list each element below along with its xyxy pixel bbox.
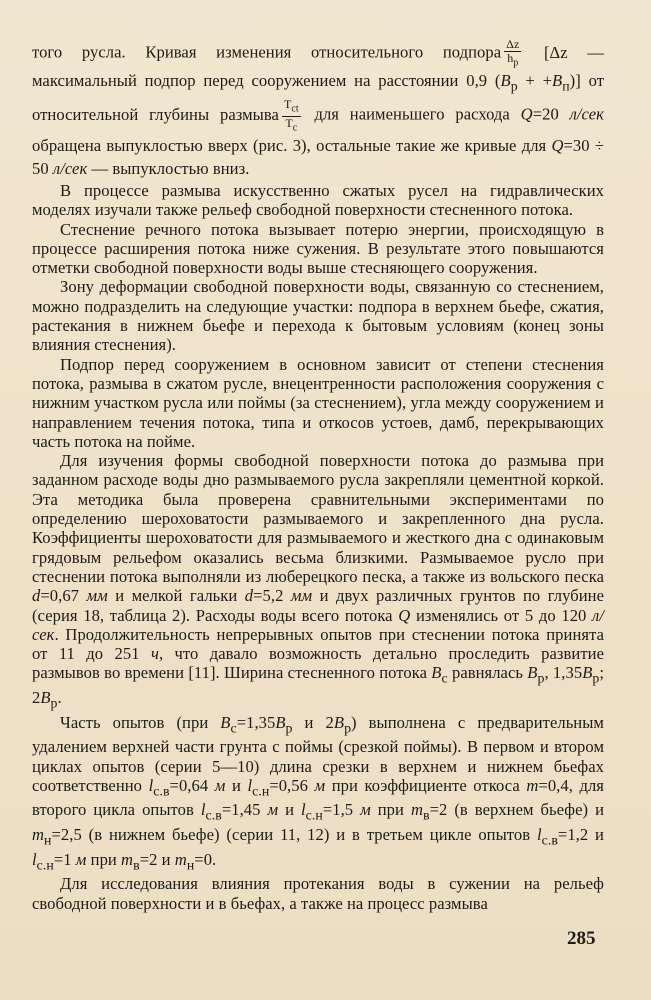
paragraph-7: Часть опытов (при $В_с=1,35В_р$ и $2В_р$) выполнена с предварительным удалением верхней части грунта с поймы (срезкой поймы). В первом и втором циклах опытов (серии 5—10) длина срезки в верхнем и нижнем бьефах соответственно $l_{с.в}=0,64$ м и $l_{с.н}=0,56$ м при коэффициенте откоса m=0,4, для второго цикла опытов $l_{с.в}=1,45$ м и $l_{с.н}=1,5$ м при $m_в=2$ (в верхнем бьефе) и $m_н=2,5$ (в нижнем бьефе) (серии 11, 12) и в третьем цикле опытов $l_{с.в}=1,2$ и $l_{с.н}=1$ м при $m_в=2$ и $m_н=0$. <box>32 712 604 872</box>
paragraph-2: В процессе размыва искусственно сжатых русел на гидравлических моделях изучали также рельеф свободной поверхности стесненного потока. <box>32 180 604 220</box>
paragraph-8: Для исследования влияния протекания воды в сужении на рельеф свободной поверхности и в бьефах, а также на процесс размыва <box>32 874 604 913</box>
paragraph-5: Подпор перед сооружением в основном зависит от степени стеснения потока, размыва в сжатом русле, внецентренности расположения сооружения с нижним участком русла или поймы (за стеснением), угла между сооружением и направлением течения потока, типа и откосов устоев, дамб, перекрывающих часть потока на пойме. <box>32 354 604 451</box>
fraction-relative-backwater: $\frac{\Delta z}{h_р}$ <box>506 37 520 69</box>
body-text <box>32 38 604 913</box>
paragraph-3: Стеснение речного потока вызывает потерю энергии, происходящую в процессе расширения потока ниже сужения. В результате этого повышаются отметки свободной поверхности воды выше стесняющего сооружения. <box>32 219 604 278</box>
paragraph-6: Для изучения формы свободной поверхности потока до размыва при заданном расходе воды дно размываемого русла закрепляли цементной коркой. Эта методика была проверена сравнительными экспериментами по определению шероховатости размываемого и закрепленного дна русла. Коэффициенты шероховатости для размываемого и жесткого дна с одинаковым грядовым рельефом оказались весьма близкими. Размываемое русло при стеснении потока выполняли из люберецкого песка, а также из вольского песка d=0,67 мм и мелкой гальки d=5,2 мм и двух различных грунтов по глубине (серия 18, таблица 2). Расходы воды всего потока Q изменялись от 5 до 120 л/сек. Продолжительность непрерывных опытов при стеснении потока принята от 11 до 251 ч, что давало возможность детально проследить развитие размывов во времени [11]. Ширина стесненного потока $В_с$ равнялась $В_р$, $1,35В_р$; $2В_р$. <box>32 451 605 711</box>
paragraph-1 <box>32 38 604 181</box>
paragraph-1-start: того русла. Кривая изменения относительного подпора <box>32 42 502 62</box>
paragraph-1-end: для наименьшего расхода Q=20 л/сек обращена выпуклостью вверх (рис. 3), остальные такие же кривые для Q=30 ÷ 50 л/сек — выпуклостью вниз. <box>32 104 604 179</box>
fraction-relative-depth: $\frac{T_{ct}}{T_c}$ <box>283 97 299 133</box>
page-number: 285 <box>567 928 596 949</box>
paragraph-1-middle: [Δz — максимальный подпор перед сооружением на расстоянии 0,9 $(В_р + +В_п)$] от относительной глубины размыва <box>32 42 605 124</box>
paragraph-4: Зону деформации свободной поверхности воды, связанную со стеснением, можно подразделить на следующие участки: подпора в верхнем бьефе, сжатия, растекания в нижнем бьефе и перехода к бытовым условиям (конец зоны влияния стеснения). <box>32 277 604 355</box>
